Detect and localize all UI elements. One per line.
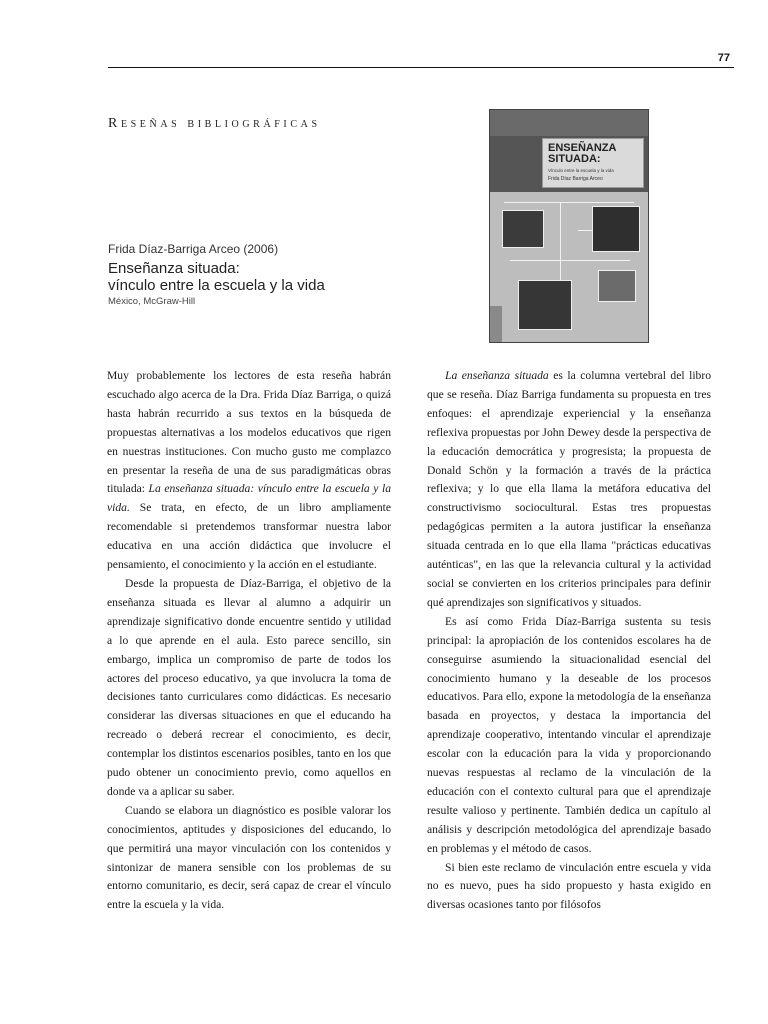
cover-photo <box>598 270 636 302</box>
section-title: Reseñas bibliográficas <box>108 116 321 131</box>
reference-title-line1: Enseñanza situada: <box>108 260 240 277</box>
text-span: es la columna vertebral del libro que se reseña. Díaz Barriga fundamenta su propuesta en tres enfoques: el aprendizaje experiencial y la enseñanza reflexiva propuestas por John Dewey desde la perspectiva de la educación democrática y progresista; la propuesta de Donald Schön y la formación a través de la práctica reflexiva; y lo que ella llama la metáfora educativa del constructivismo sociocultural. Estas tres propuestas pedagógicas permiten a la autora justificar la enseñanza situada centrada en lo que ella llama "prácticas educativas auténticas", en las que la relevancia cultural y la actividad social se convierten en los criterios principales para definir qué aprendizajes son significativos y situados. <box>427 369 712 609</box>
cover-photo <box>592 206 640 252</box>
header-rule <box>108 67 734 68</box>
cover-subtitle: Vínculo entre la escuela y la vida <box>548 168 614 173</box>
book-title-italic: La enseñanza situada <box>445 369 549 382</box>
body-column-left <box>107 367 391 915</box>
paragraph <box>107 802 391 915</box>
book-title-italic: La enseñanza situada: vínculo entre la escuela y la vida. <box>107 482 391 515</box>
reference-title-line2: vínculo entre la escuela y la vida <box>108 277 325 294</box>
cover-author: Frida Díaz Barriga Arceo <box>548 176 603 182</box>
bibliographic-reference <box>108 242 408 307</box>
body-column-right <box>427 367 711 915</box>
text-span: Es así como Frida Díaz-Barriga sustenta su tesis principal: la apropiación de los contenidos escolares ha de conseguirse asumiendo la situacionalidad esencial del conocimiento humano y la deseable de los procesos educativos. Para ello, expone la metodología de la enseñanza basada en proyectos, y destaca la importancia del aprendizaje cooperativo, intentando vincular el aprendizaje escolar con la educación para la vida y proporcionando nuevas respuestas al reclamo de la vinculación de la educación con el contexto cultural para que el aprendizaje resulte valioso y pertinente. También dedica un capítulo al análisis y descripción metodológica del aprendizaje basado en problemas y el método de casos. <box>427 614 711 855</box>
page-number: 77 <box>717 52 730 64</box>
text-span: Si bien este reclamo de vinculación entre escuela y vida no es nuevo, pues ha sido propuesto y hasta exigido en diversas ocasiones tanto por filósofos <box>427 860 711 912</box>
cover-top-band <box>490 110 648 136</box>
cover-title-line1: ENSEÑANZA <box>548 142 617 154</box>
paragraph <box>427 613 711 859</box>
text-span: Se trata, en efecto, de un libro ampliamente recomendable si pretendemos transformar nuestra labor educativa en una acción didáctica que involucre el pensamiento, el conocimiento y la acción en el estudiante. <box>107 501 391 572</box>
book-cover-image <box>490 110 648 342</box>
text-span: Muy probablemente los lectores de esta reseña habrán escuchado algo acerca de la Dra. Frida Díaz Barriga, o quizá hasta habrán recurrido a sus textos en la búsqueda de propuestas alternativas a los modelos educativos que rigen en nuestras instituciones. Con mucho gusto me complazco en presentar la reseña de una de sus paradigmáticas obras titulada: <box>107 369 391 496</box>
cover-photo <box>502 210 544 248</box>
publisher-logo-icon <box>490 306 502 342</box>
cover-title <box>548 143 640 165</box>
reference-author: Frida Díaz-Barriga Arceo (2006) <box>108 242 279 256</box>
paragraph <box>107 575 391 802</box>
paragraph <box>107 367 391 575</box>
paragraph <box>427 859 711 916</box>
text-span: Desde la propuesta de Díaz-Barriga, el objetivo de la enseñanza situada es llevar al alumno a adquirir un aprendizaje significativo donde encuentre sentido y utilidad a lo que aprende en el aula. Esto parece sencillo, sin embargo, implica un compromiso de parte de todos los actores del proceso educativo, ya que involucra la toma de decisiones tanto curriculares como didácticas. Es necesario considerar las diversas situaciones en que el educando ha recreado o deberá recrear el conocimiento, es decir, contemplar los distintos escenarios posibles, tanto en los que pudo obtener un conocimiento previo, como aquellos en donde va a aplicar su saber. <box>107 576 391 798</box>
cover-title-line2: SITUADA: <box>548 153 601 165</box>
cover-grid-line <box>510 260 630 261</box>
reference-title <box>108 260 408 294</box>
reference-publisher: México, McGraw-Hill <box>108 296 196 307</box>
text-span: Cuando se elabora un diagnóstico es posible valorar los conocimientos, aptitudes y disposiciones del educando, lo que permitirá una mayor vinculación con los contenidos y sintonizar de manera sensible con los problemas de su entorno comunitario, es decir, será capaz de crear el vínculo entre la escuela y la vida. <box>107 803 391 912</box>
paragraph <box>427 367 711 613</box>
cover-photo <box>518 280 572 330</box>
cover-grid-line <box>504 202 634 203</box>
